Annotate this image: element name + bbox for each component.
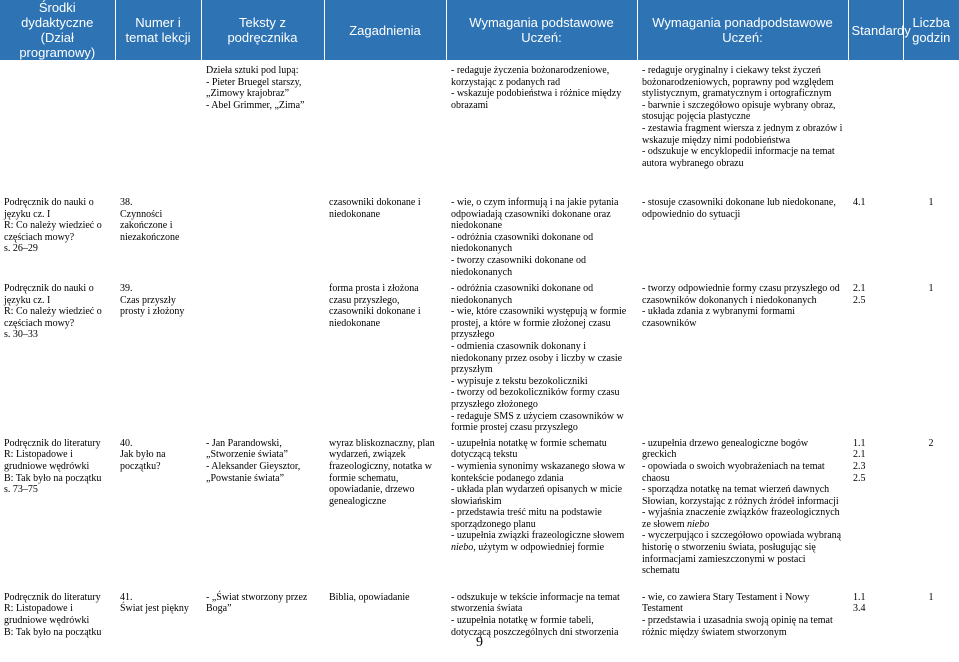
table-row: [0, 279, 959, 434]
cell-zagadnienia: Biblia, opowiadanie: [329, 591, 410, 603]
cell-srodki: Podręcznik do literatury R: Listopadowe i grudniowe wędrówki B: Tak było na początku: [4, 591, 102, 638]
cell-zagadnienia: czasowniki dokonane i niedokonane: [329, 197, 421, 220]
header-zagadnienia: Zagadnienia: [324, 0, 446, 60]
cell-godziny: 1: [928, 591, 934, 603]
cell-srodki: Podręcznik do nauki o języku cz. I R: Co należy wiedzieć o częściach mowy? s. 26–29: [4, 197, 102, 255]
cell-podstawowe: - odszukuje w tekście informacje na temat stworzenia świata - uzupełnia notatkę w formie tabeli, dotyczącą poszczególnych dni stworzenia: [451, 591, 620, 638]
cell-ponadpodstawowe: - redaguje oryginalny i ciekawy tekst życzeń bożonarodzeniowych, poprawny pod względem stylistycznym, gramatycznym i ortograficznym - barwnie i szczegółowo opisuje wybrany obraz, stosując pojęcia plastyczne - zestawia fragment wiersza z jednym z obrazów i wskazuje między nimi podobieństwa - odszukuje w encyklopedii informacje na temat autora wybranego obrazu: [642, 65, 843, 169]
cell-godziny: 1: [928, 283, 934, 294]
header-ponadpodstawowe: Wymagania ponadpodstawowe Uczeń:: [637, 0, 848, 60]
table-header: [0, 0, 959, 60]
cell-podstawowe: - redaguje życzenia bożonarodzeniowe, korzystając z podanych rad - wskazuje podobieństwa i różnice między obrazami: [451, 65, 622, 111]
cell-teksty: - Jan Parandowski, „Stworzenie świata” - Aleksander Gieysztor, „Powstanie świata”: [206, 437, 301, 484]
cell-lekcja: 38. Czynności zakończone i niezakończone: [120, 197, 180, 243]
header-teksty: Teksty z podręcznika: [201, 0, 324, 60]
cell-standardy: 1.1 3.4: [853, 591, 866, 615]
table-row: [0, 60, 959, 193]
cell-godziny: [903, 60, 959, 193]
header-numer: Numer i temat lekcji: [115, 0, 201, 60]
cell-standardy: 2.1 2.5: [853, 283, 866, 306]
cell-godziny: 2: [928, 437, 934, 449]
cell-standardy: 4.1: [853, 197, 866, 208]
table-row: [0, 434, 959, 588]
cell-podstawowe: - odróżnia czasowniki dokonane od niedokonanych - wie, które czasowniki występują w formie prostej, a które w formie złożonej czasu przyszłego - odmienia czasownik dokonany i niedokonany przez osoby i liczby w czasie przyszłym - wypisuje z tekstu bezokoliczniki - tworzy od bezokoliczników formy czasu przyszłego złożonego - redaguje SMS z użyciem czasowników w formie prostej czasu przyszłego: [451, 283, 627, 434]
cell-teksty: [201, 279, 324, 434]
cell-lekcja: 40. Jak było na początku?: [120, 437, 166, 472]
table-row: [0, 193, 959, 279]
cell-podstawowe: - wie, o czym informują i na jakie pytania odpowiadają czasowniki dokonane oraz niedokonane - odróżnia czasowniki dokonane od niedokonanych - tworzy czasowniki dokonane od niedokonanych: [451, 197, 619, 278]
cell-lekcja: 39. Czas przyszły prosty i złożony: [120, 283, 185, 318]
cell-podstawowe: - uzupełnia notatkę w formie schematu dotyczącą tekstu - wymienia synonimy wskazanego słowa w kontekście podanego zdania - układa plan wydarzeń opisanych w micie słowiańskim - przedstawia treść mitu na podstawie sporządzonego planu - uzupełnia związki frazeologiczne słowem niebo, użytym w odpowiedniej formie: [451, 437, 626, 554]
cell-teksty: Dzieła sztuki pod lupą: - Pieter Bruegel starszy, „Zimowy krajobraz” - Abel Grimmer, „Zima”: [206, 65, 305, 111]
cell-standardy: [848, 60, 903, 193]
header-srodki: Środki dydaktyczne (Dział programowy): [0, 0, 115, 60]
cell-lekcja: [115, 60, 201, 193]
header-standardy: Standardy: [848, 0, 903, 60]
header-podstawowe: Wymagania podstawowe Uczeń:: [446, 0, 637, 60]
cell-godziny: 1: [928, 197, 934, 208]
header-liczba-godzin: Liczba godzin: [903, 0, 959, 60]
cell-zagadnienia: forma prosta i złożona czasu przyszłego, czasowniki dokonane i niedokonane: [329, 283, 421, 329]
cell-ponadpodstawowe: - tworzy odpowiednie formy czasu przyszłego od czasowników dokonanych i niedokonanych - układa zdania z wybranymi formami czasowników: [642, 283, 840, 329]
page-number: 9: [476, 635, 483, 650]
cell-zagadnienia: [324, 60, 446, 193]
cell-standardy: 1.1 2.1 2.3 2.5: [853, 437, 866, 484]
cell-ponadpodstawowe: - wie, co zawiera Stary Testament i Nowy Testament - przedstawia i uzasadnia swoją opinię na temat różnic między światem stworzonym: [642, 591, 833, 638]
cell-teksty: - „Świat stworzony przez Boga”: [206, 591, 308, 615]
cell-srodki: Podręcznik do literatury R: Listopadowe i grudniowe wędrówki B: Tak było na początku s. 73–75: [4, 437, 102, 496]
cell-lekcja: 41. Świat jest piękny: [120, 591, 189, 615]
cell-srodki: Podręcznik do nauki o języku cz. I R: Co należy wiedzieć o częściach mowy? s. 30–33: [4, 283, 102, 341]
cell-ponadpodstawowe: - uzupełnia drzewo genealogiczne bogów greckich - opowiada o swoich wyobrażeniach na temat chaosu - sporządza notatkę na temat wierzeń dawnych Słowian, korzystając z różnych źródeł informacji - wyjaśnia znaczenie związków frazeologicznych ze słowem niebo - wyczerpująco i szczegółowo opowiada wybraną historię o stworzeniu świata, posługując się informacjami zamieszczonymi w postaci schematu: [642, 437, 842, 577]
cell-teksty: [201, 193, 324, 279]
cell-srodki: [0, 60, 115, 193]
cell-zagadnienia: wyraz bliskoznaczny, plan wydarzeń, związek frazeologiczny, notatka w formie schematu, opowiadanie, drzewo genealogiczne: [329, 437, 435, 507]
cell-ponadpodstawowe: - stosuje czasowniki dokonane lub niedokonane, odpowiednio do sytuacji: [642, 197, 836, 220]
